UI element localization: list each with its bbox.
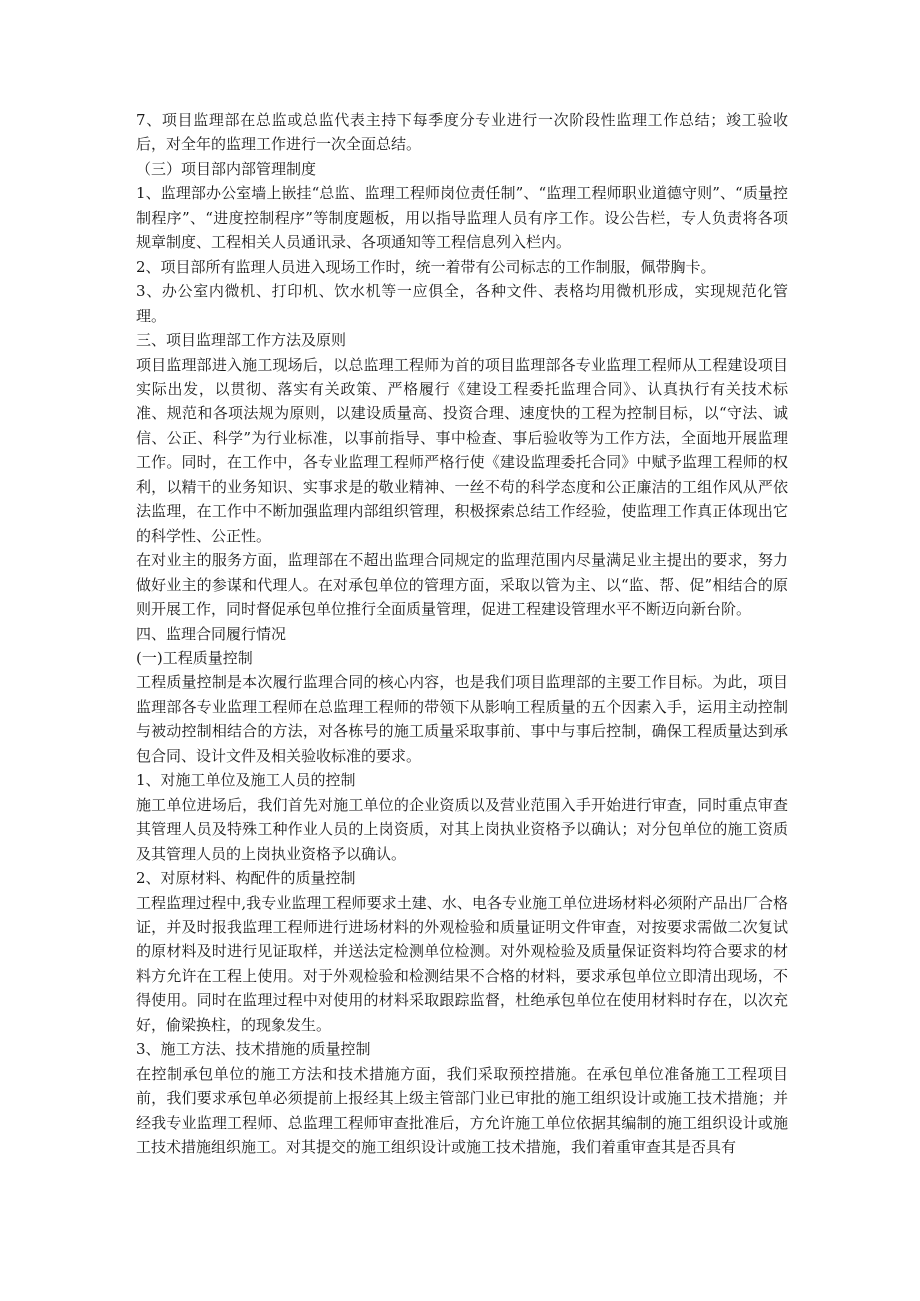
paragraph-methods-body: 项目监理部进入施工现场后，以总监理工程师为首的项目监理部各专业监理工程师从工程建设项目实际出发，以贯彻、落实有关政策、严格履行《建设工程委托监理合同》、认真执行有关技术标准、规范和各项法规为原则，以建设质量高、投资合理、速度快的工程为控制目标，以“守法、诚信、公正、科学”为行业标准，以事前指导、事中检查、事后验收等为工作方法，全面地开展监理工作。同时，在工作中，各专业监理工程师严格行使《建设监理委托合同》中赋予监理工程师的权利，以精干的业务知识、实事求是的敬业精神、一丝不苟的科学态度和公正廉洁的工组作风从严依法监理，在工作中不断加强监理内部组织管理，积极探索总结工作经验，使监理工作真正体现出它的科学性、公正性。 (136, 355, 788, 545)
subsection-heading-quality-control: (一)工程质量控制 (136, 648, 253, 667)
item-heading-materials-control: 2、对原材料、构配件的质量控制 (136, 869, 356, 888)
paragraph-owner-service: 在对业主的服务方面，监理部在不超出监理合同规定的监理范围内尽量满足业主提出的要求，努力做好业主的参谋和代理人。在对承包单位的管理方面，采取以管为主、以“监、帮、促”相结合的原则开展工作，同时督促承包单位推行全面质量管理，促进工程建设管理水平不断迈向新台阶。 (136, 551, 788, 619)
paragraph-item-7-summary: 7、项目监理部在总监或总监代表主持下每季度分专业进行一次阶段性监理工作总结；竣工验收后，对全年的监理工作进行一次全面总结。 (136, 111, 788, 154)
item-heading-methods-control: 3、施工方法、技术措施的质量控制 (136, 1040, 371, 1059)
paragraph-item-1-office-rules: 1、监理部办公室墙上嵌挂“总监、监理工程师岗位责任制”、“监理工程师职业道德守则”、“质量控制程序”、“进度控制程序”等制度题板，用以指导监理人员有序工作。设公告栏，专人负责将各项规章制度、工程相关人员通讯录、各项通知等工程信息列入栏内。 (136, 184, 788, 252)
paragraph-item-2-uniform: 2、项目部所有监理人员进入现场工作时，统一着带有公司标志的工作制服，佩带胸卡。 (136, 257, 716, 276)
paragraph-materials-control-body: 工程监理过程中,我专业监理工程师要求土建、水、电各专业施工单位进场材料必须附产品出厂合格证，并及时报我监理工程师进行进场材料的外观检验和质量证明文件审查，对按要求需做二次复试的原材料及时进行见证取样，并送法定检测单位检测。对外观检验及质量保证资料均符合要求的材料方允许在工程上使用。对于外观检验和检测结果不合格的材料，要求承包单位立即清出现场，不得使用。同时在监理过程中对使用的材料采取跟踪监督，杜绝承包单位在使用材料时存在，以次充好，偷梁换柱，的现象发生。 (136, 893, 788, 1034)
section-heading-contract-performance: 四、监理合同履行情况 (136, 624, 287, 643)
paragraph-contractor-control-body: 施工单位进场后，我们首先对施工单位的企业资质以及营业范围入手开始进行审查，同时重点审查其管理人员及特殊工种作业人员的上岗资质，对其上岗执业资格予以确认；对分包单位的施工资质及其管理人员的上岗执业资格予以确认。 (136, 795, 788, 863)
paragraph-item-3-office-equipment: 3、办公室内微机、打印机、饮水机等一应俱全，各种文件、表格均用微机形成，实现规范化管理。 (136, 282, 788, 325)
document-body (136, 108, 788, 1159)
paragraph-quality-control-body: 工程质量控制是本次履行监理合同的核心内容，也是我们项目监理部的主要工作目标。为此，项目监理部各专业监理工程师在总监理工程师的带领下从影响工程质量的五个因素入手，运用主动控制与被动控制相结合的方法，对各栋号的施工质量采取事前、事中与事后控制，确保工程质量达到承包合同、设计文件及相关验收标准的要求。 (136, 673, 788, 765)
item-heading-contractor-control: 1、对施工单位及施工人员的控制 (136, 771, 356, 790)
paragraph-methods-control-body: 在控制承包单位的施工方法和技术措施方面，我们采取预控措施。在承包单位准备施工工程项目前，我们要求承包单必须提前上报经其上级主管部门业已审批的施工组织设计或施工技术措施；并经我专业监理工程师、总监理工程师审查批准后，方允许施工单位依据其编制的施工组织设计或施工技术措施组织施工。对其提交的施工组织设计或施工技术措施，我们着重审查其是否具有 (136, 1064, 788, 1157)
section-heading-internal-management: （三）项目部内部管理制度 (136, 159, 317, 178)
section-heading-methods-principles: 三、项目监理部工作方法及原则 (136, 331, 347, 350)
